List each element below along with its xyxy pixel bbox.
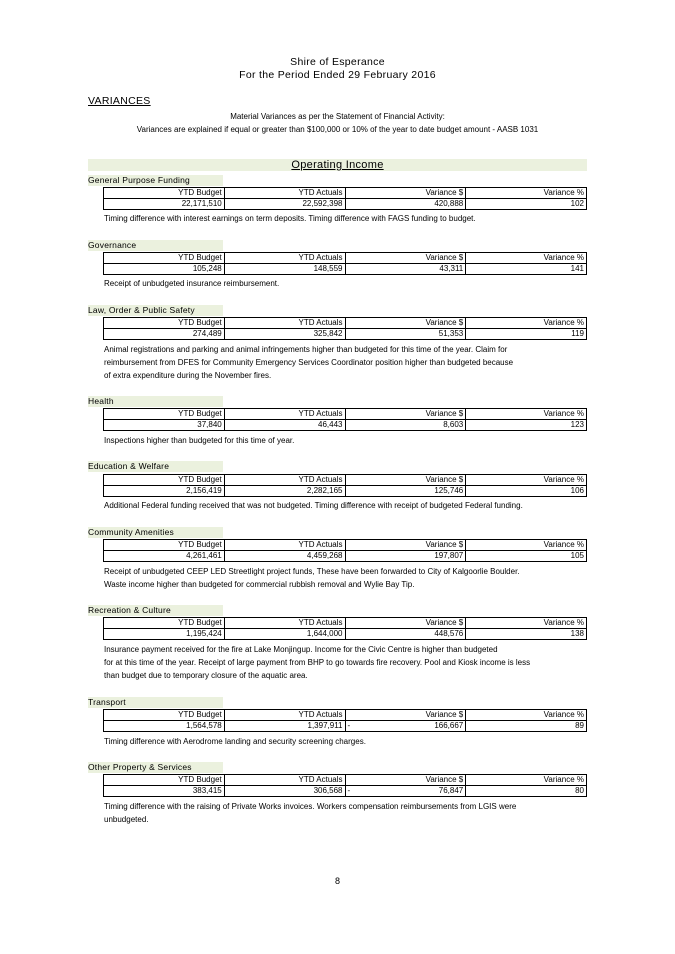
section-title: Health — [88, 396, 223, 407]
table-row — [104, 329, 587, 340]
variance-amount: 51,353 — [438, 329, 464, 338]
ytd-actuals-value: 306,568 — [224, 786, 345, 797]
section-note — [104, 212, 584, 225]
header-ytd-actuals: YTD Actuals — [224, 710, 345, 721]
ytd-actuals-value: 325,842 — [224, 329, 345, 340]
variance-pct-value: 119 — [466, 329, 587, 340]
variance-amount-value — [345, 329, 466, 340]
note-line: Timing difference with the raising of Private Works invoices. Workers compensation reimbursements from LGIS were — [104, 802, 517, 811]
header-variance-amount: Variance $ — [345, 318, 466, 329]
variance-pct-value: 106 — [466, 486, 587, 497]
header-ytd-budget: YTD Budget — [104, 475, 225, 486]
table-row — [104, 420, 587, 431]
intro-line-2: Variances are explained if equal or greater than $100,000 or 10% of the year to date budget amount - AASB 1031 — [136, 125, 539, 134]
note-line: Timing difference with interest earnings on term deposits. Timing difference with FAGS funding to budget. — [104, 214, 476, 223]
section-title: Other Property & Services — [88, 762, 223, 773]
header-variance-pct: Variance % — [466, 710, 587, 721]
variance-amount-value — [345, 264, 466, 275]
section-note — [104, 277, 584, 290]
header-ytd-budget: YTD Budget — [104, 710, 225, 721]
variance-amount-value — [345, 199, 466, 210]
ytd-actuals-value: 148,559 — [224, 264, 345, 275]
ytd-budget-value: 22,171,510 — [104, 199, 225, 210]
operating-income-title: Operating Income — [291, 159, 384, 171]
header-variance-amount: Variance $ — [345, 475, 466, 486]
section-title: Governance — [88, 240, 223, 251]
table-row — [104, 786, 587, 797]
table-header-row — [104, 775, 587, 786]
section-title: Law, Order & Public Safety — [88, 305, 223, 316]
variance-amount-value — [345, 420, 466, 431]
header-ytd-actuals: YTD Actuals — [224, 188, 345, 199]
header-ytd-actuals: YTD Actuals — [224, 318, 345, 329]
ytd-budget-value: 2,156,419 — [104, 486, 225, 497]
ytd-budget-value: 1,564,578 — [104, 721, 225, 732]
header-variance-pct: Variance % — [466, 618, 587, 629]
section-title: Education & Welfare — [88, 461, 223, 472]
ytd-budget-value: 1,195,424 — [104, 629, 225, 640]
note-line: unbudgeted. — [104, 815, 149, 824]
note-line: Inspections higher than budgeted for this time of year. — [104, 436, 295, 445]
header-variance-amount: Variance $ — [345, 409, 466, 420]
section-title: Transport — [88, 697, 223, 708]
document-title: Shire of Esperance — [290, 56, 385, 68]
ytd-actuals-value: 4,459,268 — [224, 551, 345, 562]
note-line: than budget due to temporary closure of the aquatic area. — [104, 671, 308, 680]
section-note — [104, 643, 584, 682]
note-line: Receipt of unbudgeted CEEP LED Streetlight project funds, These have been forwarded to City of Kalgoorlie Boulder. — [104, 567, 520, 576]
table-header-row — [104, 409, 587, 420]
variance-amount-value — [345, 786, 466, 797]
header-ytd-actuals: YTD Actuals — [224, 775, 345, 786]
variance-pct-value: 89 — [466, 721, 587, 732]
header-ytd-budget: YTD Budget — [104, 618, 225, 629]
header-variance-pct: Variance % — [466, 318, 587, 329]
header-ytd-actuals: YTD Actuals — [224, 409, 345, 420]
header-variance-pct: Variance % — [466, 540, 587, 551]
header-variance-pct: Variance % — [466, 253, 587, 264]
variance-amount-value — [345, 721, 466, 732]
variance-table — [103, 408, 587, 431]
table-header-row — [104, 188, 587, 199]
variance-table — [103, 187, 587, 210]
table-row — [104, 551, 587, 562]
variance-pct-value: 105 — [466, 551, 587, 562]
section-note — [104, 434, 584, 447]
page-number: 8 — [334, 876, 340, 886]
table-row — [104, 264, 587, 275]
header-variance-pct: Variance % — [466, 475, 587, 486]
header-variance-amount: Variance $ — [345, 540, 466, 551]
variance-amount: 8,603 — [443, 420, 464, 429]
reporting-period: For the Period Ended 29 February 2016 — [239, 69, 436, 81]
header-ytd-actuals: YTD Actuals — [224, 618, 345, 629]
variance-amount-value — [345, 551, 466, 562]
variance-amount: 43,311 — [439, 264, 464, 273]
ytd-budget-value: 37,840 — [104, 420, 225, 431]
variance-sign: - — [347, 721, 351, 730]
ytd-actuals-value: 1,397,911 — [224, 721, 345, 732]
variance-table — [103, 774, 587, 797]
variance-amount: 76,847 — [438, 786, 464, 795]
header-ytd-actuals: YTD Actuals — [224, 540, 345, 551]
section-note — [104, 735, 584, 748]
variance-pct-value: 102 — [466, 199, 587, 210]
ytd-actuals-value: 22,592,398 — [224, 199, 345, 210]
variance-sign: - — [347, 786, 351, 795]
variance-table — [103, 709, 587, 732]
header-variance-pct: Variance % — [466, 409, 587, 420]
variance-table — [103, 539, 587, 562]
table-header-row — [104, 618, 587, 629]
ytd-actuals-value: 46,443 — [224, 420, 345, 431]
section-title: Recreation & Culture — [88, 605, 223, 616]
ytd-budget-value: 4,261,461 — [104, 551, 225, 562]
note-line: Timing difference with Aerodrome landing and security screening charges. — [104, 737, 366, 746]
variance-amount: 448,576 — [434, 629, 464, 638]
variance-table — [103, 617, 587, 640]
section-note — [104, 343, 584, 382]
section-note — [104, 499, 584, 512]
variance-table — [103, 252, 587, 275]
variance-table — [103, 474, 587, 497]
ytd-actuals-value: 1,644,000 — [224, 629, 345, 640]
variance-amount: 197,807 — [434, 551, 464, 560]
variance-pct-value: 123 — [466, 420, 587, 431]
header-variance-amount: Variance $ — [345, 618, 466, 629]
section-title: Community Amenities — [88, 527, 223, 538]
intro-line-1: Material Variances as per the Statement of Financial Activity: — [230, 112, 445, 121]
variance-pct-value: 141 — [466, 264, 587, 275]
note-line: Waste income higher than budgeted for commercial rubbish removal and Wylie Bay Tip. — [104, 580, 415, 589]
header-variance-pct: Variance % — [466, 775, 587, 786]
table-header-row — [104, 318, 587, 329]
variance-table — [103, 317, 587, 340]
header-ytd-budget: YTD Budget — [104, 775, 225, 786]
variance-amount: 125,746 — [434, 486, 464, 495]
note-line: Receipt of unbudgeted insurance reimbursement. — [104, 279, 280, 288]
header-ytd-budget: YTD Budget — [104, 540, 225, 551]
variances-heading: VARIANCES — [88, 95, 151, 107]
note-line: of extra expenditure during the November fires. — [104, 371, 272, 380]
note-line: for at this time of the year. Receipt of large payment from BHP to go towards fire recovery. Pool and Kiosk income is less — [104, 658, 531, 667]
table-row — [104, 629, 587, 640]
ytd-budget-value: 274,489 — [104, 329, 225, 340]
header-ytd-budget: YTD Budget — [104, 253, 225, 264]
table-row — [104, 486, 587, 497]
header-ytd-budget: YTD Budget — [104, 409, 225, 420]
variance-pct-value: 138 — [466, 629, 587, 640]
note-line: Animal registrations and parking and animal infringements higher than budgeted for this time of the year. Claim for — [104, 345, 508, 354]
header-ytd-actuals: YTD Actuals — [224, 253, 345, 264]
note-line: reimbursement from DFES for Community Emergency Services Coordinator position higher than budgeted because — [104, 358, 514, 367]
section-title: General Purpose Funding — [88, 175, 223, 186]
header-variance-amount: Variance $ — [345, 710, 466, 721]
section-note — [104, 565, 584, 591]
table-header-row — [104, 540, 587, 551]
variance-amount: 166,667 — [434, 721, 464, 730]
table-row — [104, 721, 587, 732]
ytd-budget-value: 105,248 — [104, 264, 225, 275]
header-variance-amount: Variance $ — [345, 253, 466, 264]
note-line: Insurance payment received for the fire at Lake Monjingup. Income for the Civic Centre is higher than budgeted — [104, 645, 498, 654]
variance-amount: 420,888 — [434, 199, 464, 208]
variance-pct-value: 80 — [466, 786, 587, 797]
header-ytd-budget: YTD Budget — [104, 318, 225, 329]
section-note — [104, 800, 584, 826]
table-row — [104, 199, 587, 210]
header-ytd-actuals: YTD Actuals — [224, 475, 345, 486]
table-header-row — [104, 710, 587, 721]
table-header-row — [104, 253, 587, 264]
ytd-actuals-value: 2,282,165 — [224, 486, 345, 497]
ytd-budget-value: 383,415 — [104, 786, 225, 797]
header-variance-amount: Variance $ — [345, 775, 466, 786]
note-line: Additional Federal funding received that was not budgeted. Timing difference with receipt of budgeted Federal funding. — [104, 501, 523, 510]
header-ytd-budget: YTD Budget — [104, 188, 225, 199]
table-header-row — [104, 475, 587, 486]
variance-amount-value — [345, 486, 466, 497]
header-variance-pct: Variance % — [466, 188, 587, 199]
header-variance-amount: Variance $ — [345, 188, 466, 199]
variance-amount-value — [345, 629, 466, 640]
